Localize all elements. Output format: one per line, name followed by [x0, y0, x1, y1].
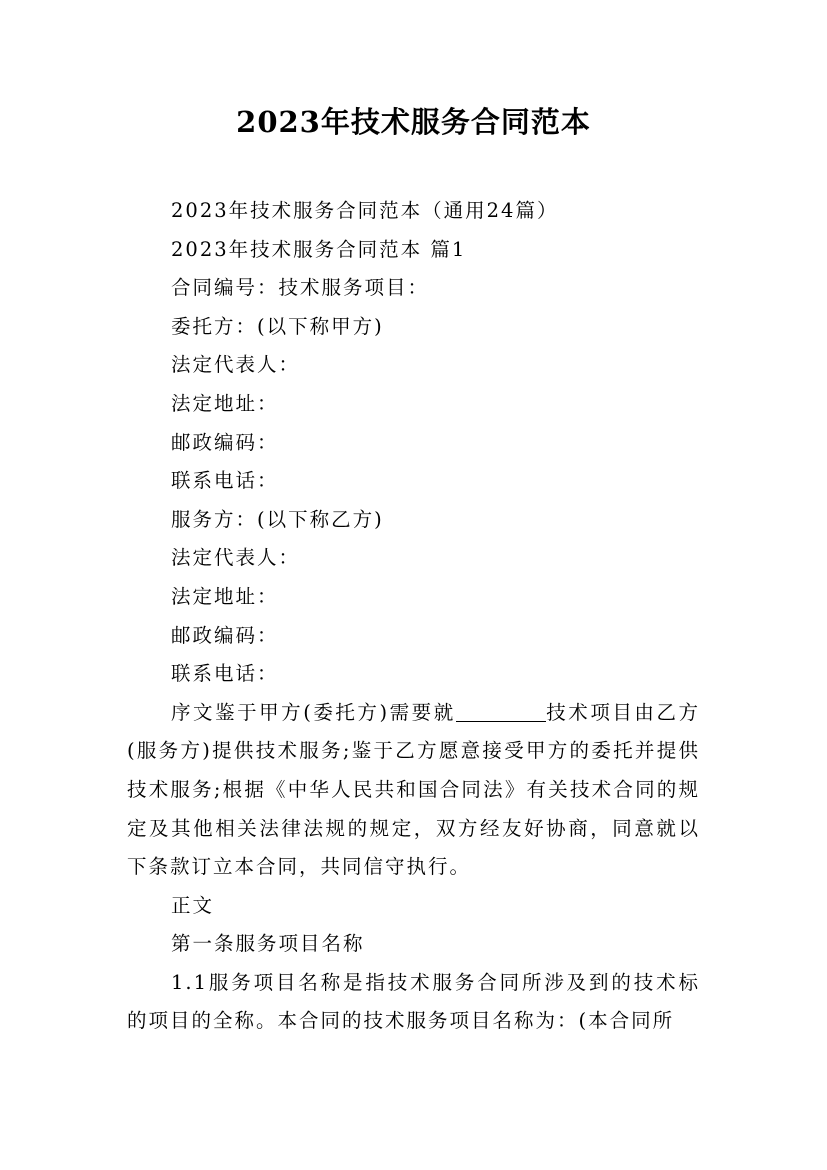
contract-number-line: 合同编号：技术服务项目：: [171, 276, 430, 300]
preamble-paragraph: [127, 694, 700, 887]
preamble-text-start: 序文鉴于甲方(委托方)需要就: [171, 700, 456, 724]
client-postcode-line: 邮政编码：: [171, 430, 279, 454]
provider-address-line: 法定地址：: [171, 584, 279, 608]
provider-legal-rep-line: 法定代表人：: [171, 546, 301, 570]
document-body: [127, 192, 700, 1041]
client-address-line: 法定地址：: [171, 391, 279, 415]
provider-postcode-line: 邮政编码：: [171, 623, 279, 647]
chapter-line: 2023年技术服务合同范本 篇1: [171, 237, 467, 261]
client-phone-line: 联系电话：: [171, 469, 279, 493]
client-legal-rep-line: 法定代表人：: [171, 353, 301, 377]
client-party-line: 委托方：(以下称甲方): [171, 314, 384, 338]
fill-in-blank: [456, 699, 546, 721]
article-1-heading: 第一条服务项目名称: [171, 932, 365, 956]
provider-party-line: 服务方：(以下称乙方): [171, 507, 384, 531]
clause-1-1-paragraph: 1.1服务项目名称是指技术服务合同所涉及到的技术标的项目的全称。本合同的技术服务项目名称为：(本合同所: [127, 970, 700, 1033]
preamble-text-end: 技术项目由乙方(服务方)提供技术服务;鉴于乙方愿意接受甲方的委托并提供技术服务;根据《中华人民共和国合同法》有关技术合同的规定及其他相关法律法规的规定，双方经友好协商，同意就以下条款订立本合同，共同信守执行。: [127, 700, 700, 879]
provider-phone-line: 联系电话：: [171, 662, 279, 686]
section-heading-body: 正文: [171, 893, 215, 917]
document-title: 2023年技术服务合同范本: [236, 105, 591, 139]
subtitle-line: 2023年技术服务合同范本（通用24篇）: [171, 199, 559, 222]
